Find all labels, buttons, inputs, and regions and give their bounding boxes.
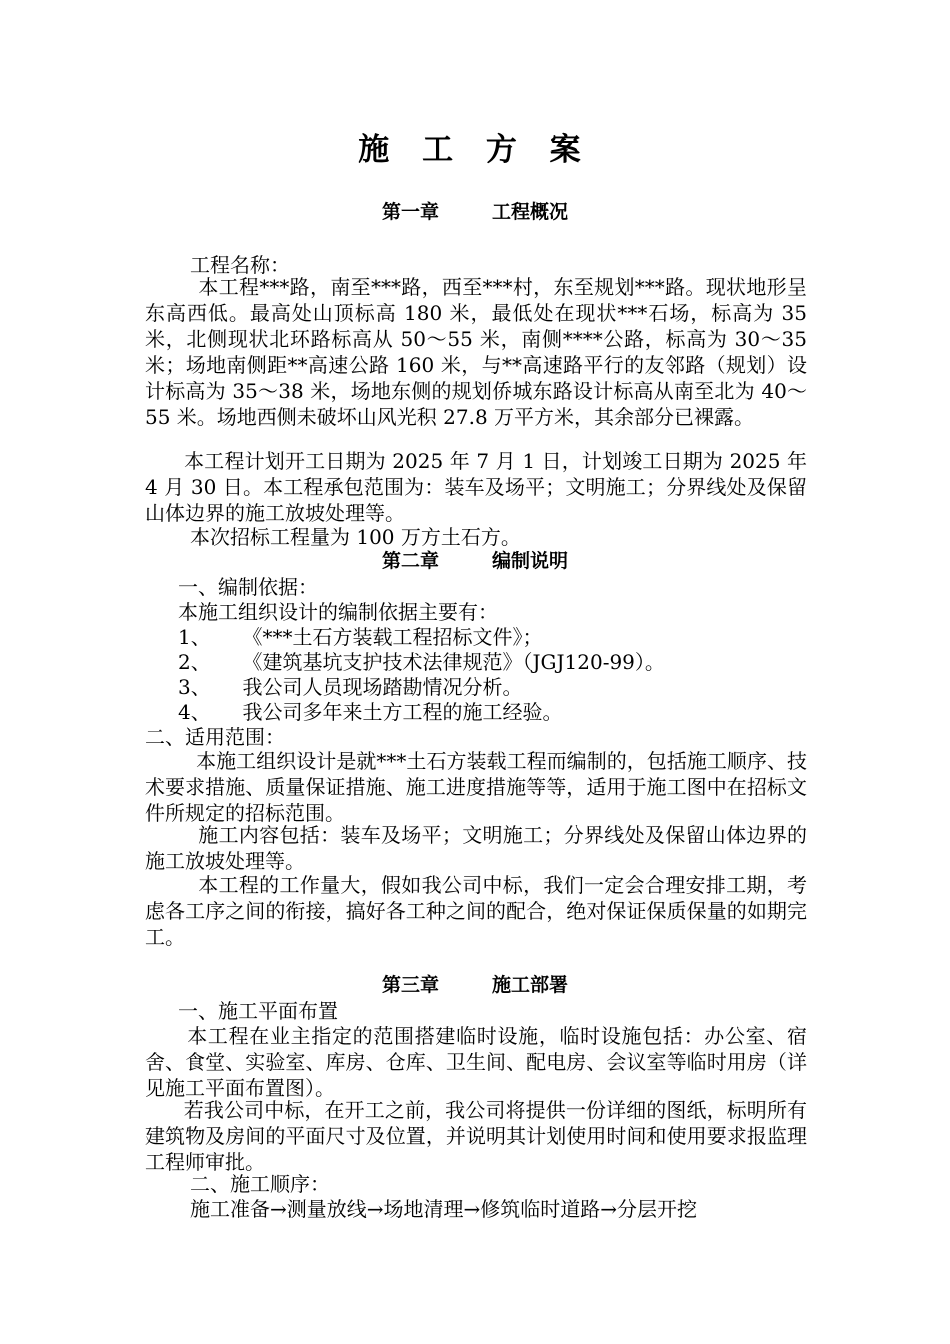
section-sequence-heading: 二、施工顺序：	[190, 1172, 330, 1196]
chapter-3-paragraph-2: 若我公司中标，在开工之前，我公司将提供一份详细的图纸，标明所有建筑物及房间的平面尺寸及位置，并说明其计划使用时间和使用要求报监理工程师审批。	[145, 1098, 807, 1174]
chapter-2-paragraph-2: 施工内容包括：装车及场平；文明施工；分界线处及保留山体边界的施工放坡处理等。	[145, 823, 808, 873]
section-basis-heading: 一、编制依据：	[178, 575, 318, 599]
sequence-flow: 施工准备→测量放线→场地清理→修筑临时道路→分层开挖	[190, 1197, 698, 1221]
chapter-2-heading: 第二章 编制说明	[382, 550, 568, 572]
list-item: 3、 我公司人员现场踏勘情况分析。	[178, 675, 523, 699]
chapter-1-paragraph-3: 本次招标工程量为 100 万方土石方。	[190, 525, 521, 549]
list-item: 2、 《建筑基坑支护技术法律规范》（JGJ120-99）。	[178, 650, 665, 674]
document-title: 施 工 方 案	[358, 132, 592, 168]
chapter-2-paragraph-3: 本工程的工作量大，假如我公司中标，我们一定会合理安排工期，考虑各工序之间的衔接，搞好各工种之间的配合，绝对保证保质保量的如期完工。	[145, 873, 808, 949]
chapter-3-heading: 第三章 施工部署	[382, 974, 568, 996]
chapter-2-paragraph-1: 本施工组织设计是就***土石方装载工程而编制的，包括施工顺序、技术要求措施、质量保证措施、施工进度措施等等，适用于施工图中在招标文件所规定的招标范围。	[145, 749, 808, 825]
chapter-1-paragraph-1: 本工程***路，南至***路，西至***村，东至规划***路。现状地形呈东高西低。最高处山顶标高 180 米，最低处在现状***石场，标高为 35 米，北侧现状北环路标高从 50～55 米，南侧****公路，标高为 30～35 米；场地南侧距**高速公路 160 米，与**高速路平行的友邻路（规划）设计标高为 35～38 米，场地东侧的规划侨城东路设计标高从南至北为 40～55 米。场地西侧未破坏山风光积 27.8 万平方米，其余部分已裸露。	[145, 275, 814, 429]
chapter-1-paragraph-2: 本工程计划开工日期为 2025 年 7 月 1 日，计划竣工日期为 2025 年 4 月 30 日。本工程承包范围为：装车及场平；文明施工；分界线处及保留山体边界的施工放坡处理等。	[145, 449, 814, 525]
chapter-3-paragraph-1: 本工程在业主指定的范围搭建临时设施，临时设施包括：办公室、宿舍、食堂、实验室、库房、仓库、卫生间、配电房、会议室等临时用房（详见施工平面布置图）。	[145, 1024, 807, 1100]
basis-intro: 本施工组织设计的编制依据主要有：	[178, 600, 498, 624]
section-layout-heading: 一、施工平面布置	[178, 999, 338, 1023]
section-scope-heading: 二、适用范围：	[145, 725, 285, 749]
list-item: 1、 《***土石方装载工程招标文件》；	[178, 625, 543, 649]
list-item: 4、 我公司多年来土方工程的施工经验。	[178, 700, 563, 724]
chapter-1-heading: 第一章 工程概况	[382, 201, 568, 223]
project-name-label: 工程名称：	[190, 253, 290, 277]
